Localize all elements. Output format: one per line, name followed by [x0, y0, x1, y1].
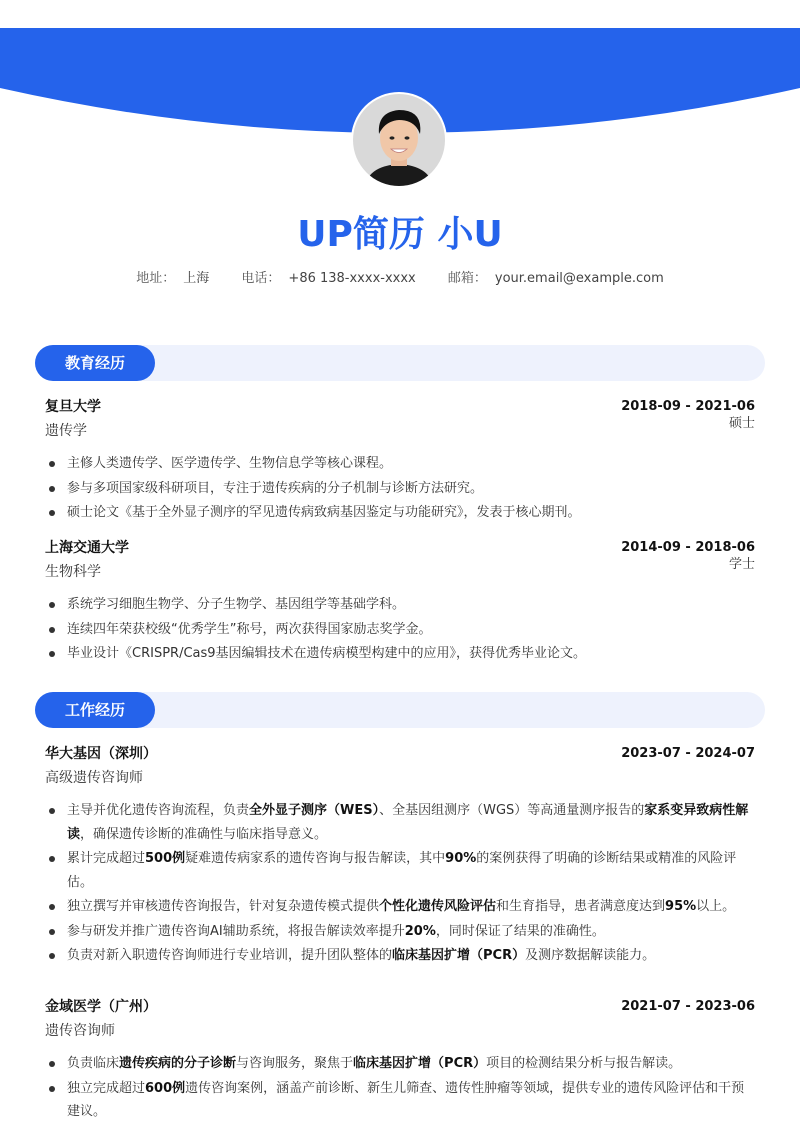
major: 遗传学: [45, 423, 87, 439]
bullet-text: 遗传咨询案例，涵盖产前诊断、新生儿筛查、遗传性肿瘤等领域，提供专业的遗传风险评估和干预建议。: [67, 1080, 745, 1119]
contact-email: [448, 270, 664, 288]
contact-email-label: 邮箱：: [447, 271, 487, 286]
bullet-text: 以上。: [696, 899, 736, 914]
bullet-item: [45, 477, 755, 501]
bullet-item: [45, 1077, 755, 1124]
school-name: 复旦大学: [45, 399, 101, 415]
degree: 硕士: [728, 416, 755, 431]
date-range: 2023-07 - 2024-07: [621, 746, 755, 761]
work-entry: [45, 996, 755, 1125]
contact-address: [136, 270, 209, 288]
bullet-item: [45, 1052, 755, 1076]
bullet-text: 项目的检测结果分析与报告解读。: [486, 1056, 682, 1071]
bullet-text: 系统学习细胞生物学、分子生物学、基因组学等基础学科。: [67, 597, 406, 612]
bullet-text: 和生育指导，患者满意度达到: [496, 899, 666, 914]
bullet-text: 参与多项国家级科研项目，专注于遗传疾病的分子机制与诊断方法研究。: [67, 480, 484, 496]
candidate-name: UP简历 小U: [297, 214, 503, 255]
bullet-text: 、全基因组测序（WGS）等高通量测序报告的: [379, 803, 645, 818]
bullet-highlight: 个性化遗传风险评估: [379, 899, 497, 914]
bullet-list: [45, 593, 755, 666]
bullet-text: 主导并优化遗传咨询流程，负责: [67, 803, 250, 818]
bullet-text: 负责对新入职遗传咨询师进行专业培训，提升团队整体的: [67, 948, 393, 963]
school-name: 上海交通大学: [45, 540, 129, 556]
bullet-item: [45, 501, 755, 525]
section-header-work: [35, 692, 765, 728]
contact-phone: [241, 270, 415, 288]
bullet-item: [45, 618, 755, 642]
bullet-list: [45, 1052, 755, 1124]
bullet-text: 硕士论文《基于全外显子测序的罕见遗传病致病基因鉴定与功能研究》，发表于核心期刊。: [67, 505, 581, 520]
major: 生物科学: [45, 564, 101, 580]
bullet-item: [45, 920, 755, 944]
bullet-highlight: 全外显子测序（WES）: [249, 803, 380, 818]
education-entry: [45, 537, 755, 667]
bullet-text: 参与研发并推广遗传咨询AI辅助系统，将报告解读效率提升: [67, 923, 405, 939]
contact-info: [0, 270, 800, 288]
bullet-text: ，确保遗传诊断的准确性与临床指导意义。: [80, 826, 328, 842]
bullet-item: [45, 593, 755, 617]
job-title: 高级遗传咨询师: [45, 770, 143, 786]
contact-phone-value: +86 138-xxxx-xxxx: [288, 271, 416, 286]
date-range: 2021-07 - 2023-06: [621, 999, 755, 1014]
bullet-text: 疑难遗传病家系的遗传咨询与报告解读，其中: [185, 851, 446, 866]
bullet-item: [45, 847, 755, 894]
section-title-work: 工作经历: [35, 692, 155, 728]
work-entry: [45, 743, 755, 969]
bullet-highlight: 临床基因扩增（PCR）: [353, 1056, 487, 1071]
date-range: 2018-09 - 2021-06: [621, 399, 755, 414]
bullet-highlight: 临床基因扩增（PCR）: [392, 948, 526, 963]
bullet-item: [45, 452, 755, 476]
bullet-highlight: 20%: [404, 923, 436, 939]
contact-email-value: your.email@example.com: [494, 271, 664, 286]
company-name: 金域医学（广州）: [45, 999, 157, 1015]
bullet-highlight: 遗传疾病的分子诊断: [119, 1056, 237, 1071]
education-entry: [45, 396, 755, 526]
bullet-highlight: 95%: [665, 899, 697, 914]
bullet-text: ，同时保证了结果的准确性。: [435, 923, 605, 939]
bullet-text: 毕业设计《CRISPR/Cas9基因编辑技术在遗传病模型构建中的应用》，获得优秀毕业论文。: [67, 646, 587, 661]
bullet-highlight: 90%: [445, 851, 477, 866]
section-header-education: [35, 345, 765, 381]
bullet-text: 独立完成超过: [67, 1080, 146, 1096]
bullet-text: 累计完成超过: [67, 851, 146, 866]
bullet-text: 及测序数据解读能力。: [525, 948, 656, 963]
job-title: 遗传咨询师: [45, 1023, 115, 1039]
section-title-education: 教育经历: [35, 345, 155, 381]
date-range: 2014-09 - 2018-06: [621, 540, 755, 555]
avatar: [351, 92, 447, 188]
company-name: 华大基因（深圳）: [45, 746, 157, 762]
bullet-text: 独立撰写并审核遗传咨询报告，针对复杂遗传模式提供: [67, 899, 380, 914]
bullet-list: [45, 799, 755, 968]
bullet-list: [45, 452, 755, 525]
bullet-item: [45, 799, 755, 846]
bullet-item: [45, 642, 755, 666]
bullet-text: 与咨询服务，聚焦于: [236, 1056, 354, 1071]
bullet-text: 主修人类遗传学、医学遗传学、生物信息学等核心课程。: [67, 456, 393, 471]
contact-address-value: 上海: [183, 271, 210, 286]
bullet-text: 负责临床: [67, 1056, 120, 1071]
contact-phone-label: 电话：: [241, 271, 281, 286]
contact-address-label: 地址：: [136, 271, 176, 286]
avatar-portrait-icon: [353, 94, 445, 186]
bullet-item: [45, 895, 755, 919]
bullet-highlight: 家系变异致病性解读: [67, 803, 749, 842]
bullet-text: 的案例获得了明确的诊断结果或精准的风险评估。: [67, 851, 737, 890]
bullet-highlight: 600例: [145, 1080, 186, 1096]
bullet-text: 连续四年荣获校级“优秀学生”称号，两次获得国家励志奖学金。: [67, 621, 432, 637]
degree: 学士: [728, 557, 755, 572]
bullet-item: [45, 944, 755, 968]
bullet-highlight: 500例: [145, 851, 186, 866]
